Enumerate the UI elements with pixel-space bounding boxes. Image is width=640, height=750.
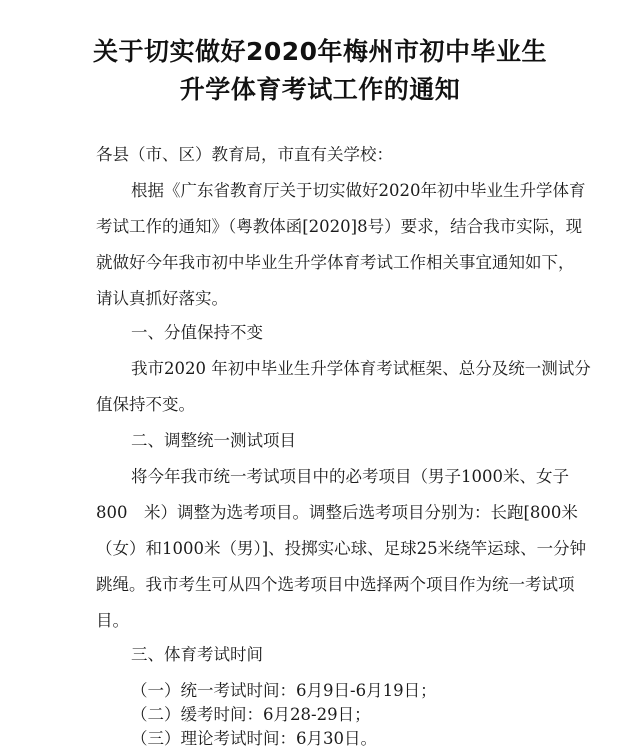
section-3-heading: 三、体育考试时间 <box>131 645 263 664</box>
section-2-line-3: （女）和1000米（男）]、投掷实心球、足球25米绕竿运球、一分钟 <box>96 539 587 558</box>
section-3-item-1: （一）统一考试时间：6月9日-6月19日； <box>131 681 437 700</box>
intro-line-4: 请认真抓好落实。 <box>96 289 228 308</box>
section-3-item-2: （二）缓考时间：6月28-29日； <box>131 705 371 724</box>
section-1-line-2: 值保持不变。 <box>96 395 195 414</box>
section-3-item-3: （三）理论考试时间：6月30日。 <box>131 729 377 748</box>
salutation: 各县（市、区）教育局，市直有关学校： <box>96 145 393 164</box>
intro-line-2: 考试工作的通知》（粤教体函[2020]8号）要求，结合我市实际，现 <box>96 217 583 236</box>
intro-line-3: 就做好今年我市初中毕业生升学体育考试工作相关事宜通知如下， <box>96 253 575 272</box>
document-title-line-2: 升学体育考试工作的通知 <box>179 75 461 104</box>
section-2-line-2: 800 米）调整为选考项目。调整后选考项目分别为：长跑[800米 <box>96 503 578 522</box>
section-1-line-1: 我市2020 年初中毕业生升学体育考试框架、总分及统一测试分 <box>131 359 591 378</box>
section-1-heading: 一、分值保持不变 <box>131 323 263 342</box>
document-title-line-1: 关于切实做好2020年梅州市初中毕业生 <box>92 37 548 66</box>
intro-line-1: 根据《广东省教育厅关于切实做好2020年初中毕业生升学体育 <box>131 181 586 200</box>
section-2-line-5: 目。 <box>96 611 129 630</box>
section-2-line-4: 跳绳。我市考生可从四个选考项目中选择两个项目作为统一考试项 <box>96 575 575 594</box>
section-2-line-1: 将今年我市统一考试项目中的必考项目（男子1000米、女子 <box>131 467 569 486</box>
section-2-heading: 二、调整统一测试项目 <box>131 431 296 450</box>
